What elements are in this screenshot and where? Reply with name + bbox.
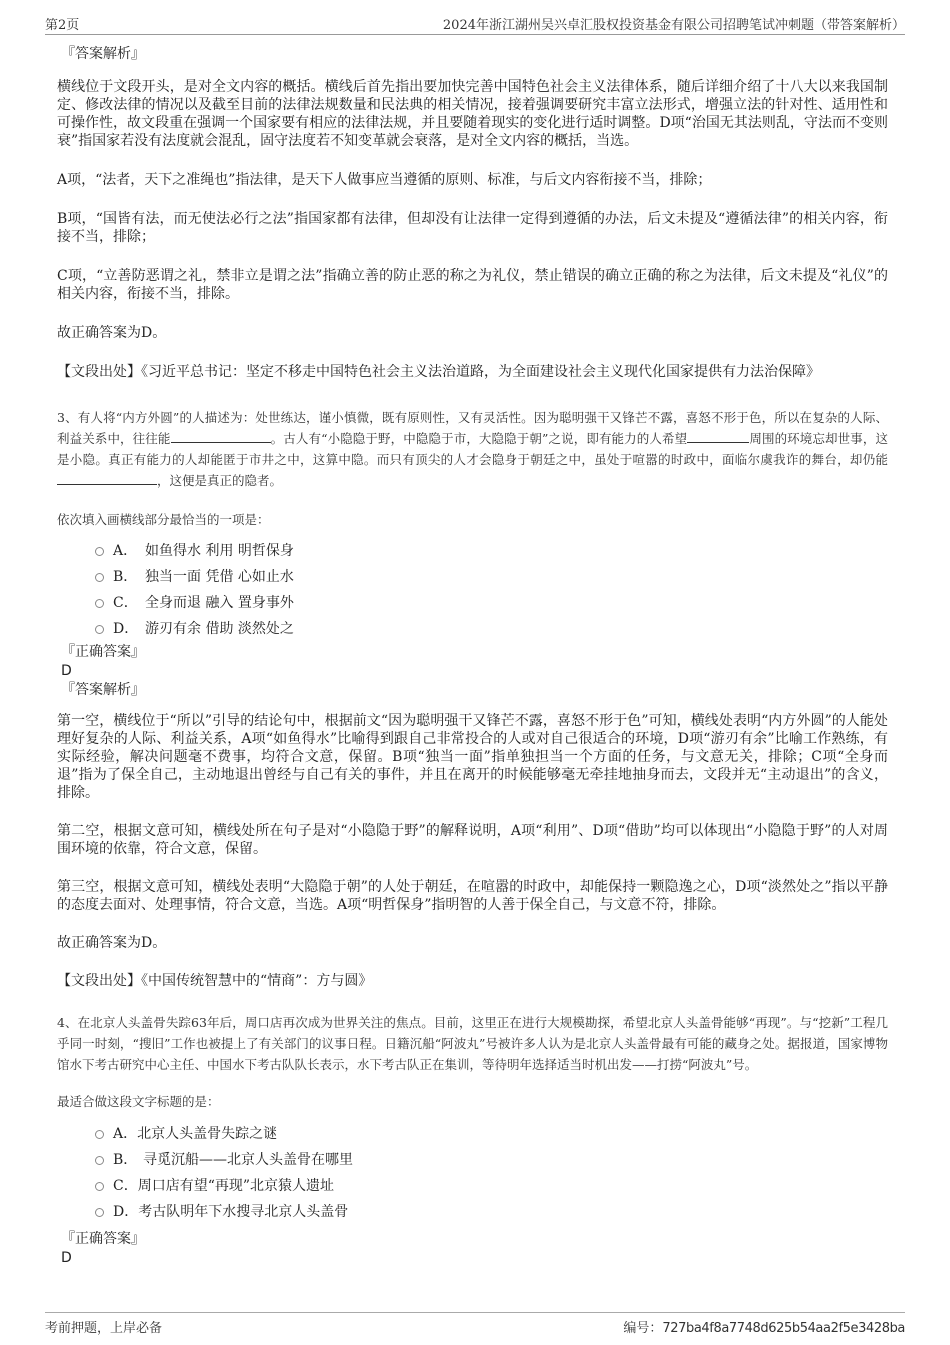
page-number: 第2页 bbox=[45, 18, 80, 33]
q2-analysis-paragraph: B项，“国皆有法，而无使法必行之法”指国家都有法律，但却没有让法律一定得到遵循的办法，后文未提及“遵循法律”的相关内容，衔接不当，排除； bbox=[57, 211, 888, 245]
radio-icon[interactable] bbox=[95, 1130, 104, 1139]
q3-option-a[interactable]: A． 如鱼得水 利用 明哲保身 bbox=[95, 538, 888, 564]
q4-options bbox=[95, 1121, 888, 1225]
fill-blank bbox=[57, 471, 157, 485]
q3-option-c[interactable]: C． 全身而退 融入 置身事外 bbox=[95, 590, 888, 616]
radio-icon[interactable] bbox=[95, 573, 104, 582]
q4-stem: 4、在北京人头盖骨失踪63年后，周口店再次成为世界关注的焦点。目前，这里正在进行大规模勘探，希望北京人头盖骨能够“再现”。与“挖新”工程几乎同一时刻，“搜旧”工作也被提上了有关部门的议事日程。日籍沉船“阿波丸”号被许多人认为是北京人头盖骨最有可能的藏身之处。据报道，国家博物馆水下考古研究中心主任、中国水下考古队队长表示，水下考古队正在集训，等待明年选择适当时机出发——打捞“阿波丸”号。 bbox=[57, 1015, 888, 1072]
q3-source: 【文段出处】《中国传统智慧中的“情商”：方与圆》 bbox=[57, 973, 373, 989]
radio-icon[interactable] bbox=[95, 547, 104, 556]
q2-analysis-label: 『答案解析』 bbox=[61, 46, 145, 62]
main-content bbox=[57, 44, 888, 1267]
q3-analysis-paragraph: 第二空，根据文意可知，横线处所在句子是对“小隐隐于野”的解释说明，A项“利用”、D项“借助”均可以体现出“小隐隐于野”的人对周围环境的依靠，符合文意，保留。 bbox=[57, 823, 888, 857]
q4-option-a[interactable]: A． 北京人头盖骨失踪之谜 bbox=[95, 1121, 888, 1147]
q2-analysis-paragraph: C项，“立善防恶谓之礼，禁非立是谓之法”指确立善的防止恶的称之为礼仪，禁止错误的确立正确的称之为法律，后文未提及“礼仪”的相关内容，衔接不当，排除。 bbox=[57, 268, 888, 302]
footer-slogan: 考前押题，上岸必备 bbox=[45, 1321, 163, 1336]
page-header bbox=[45, 12, 905, 35]
radio-icon[interactable] bbox=[95, 1208, 104, 1217]
q3-option-d[interactable]: D． 游刃有余 借助 淡然处之 bbox=[95, 616, 888, 642]
q3-correct-label: 『正确答案』 bbox=[61, 644, 145, 660]
document-code: 编号：727ba4f8a7748d625b54aa2f5e3428ba bbox=[623, 1321, 905, 1336]
q4-ask: 最适合做这段文字标题的是： bbox=[57, 1094, 220, 1109]
q3-options bbox=[95, 538, 888, 642]
q3-answer-statement: 故正确答案为D。 bbox=[57, 935, 167, 951]
radio-icon[interactable] bbox=[95, 599, 104, 608]
q3-analysis-paragraph: 第一空，横线位于“所以”引导的结论句中，根据前文“因为聪明强干又锋芒不露，喜怒不形于色”可知，横线处表明“内方外圆”的人能处理好复杂的人际、利益关系，A项“如鱼得水”比喻得到跟自己非常投合的人或对自己很适合的环境，D项“游刃有余”比喻工作熟练，有实际经验，解决问题毫不费事，均符合文意，保留。B项“独当一面”指单独担当一个方面的任务，与文意无关，排除；C项“全身而退”指为了保全自己，主动地退出曾经与自己有关的事件，并且在离开的时候能够毫无牵挂地抽身而去，文段并无“主动退出”的含义，排除。 bbox=[57, 713, 888, 801]
q3-option-b[interactable]: B． 独当一面 凭借 心如止水 bbox=[95, 564, 888, 590]
q2-answer-statement: 故正确答案为D。 bbox=[57, 325, 167, 341]
radio-icon[interactable] bbox=[95, 1156, 104, 1165]
q4-option-b[interactable]: B． 寻觅沉船——北京人头盖骨在哪里 bbox=[95, 1147, 888, 1173]
q3-ask: 依次填入画横线部分最恰当的一项是： bbox=[57, 512, 270, 527]
radio-icon[interactable] bbox=[95, 625, 104, 634]
radio-icon[interactable] bbox=[95, 1182, 104, 1191]
fill-blank bbox=[171, 429, 271, 443]
q2-analysis-paragraph: 横线位于文段开头，是对全文内容的概括。横线后首先指出要加快完善中国特色社会主义法律体系，随后详细介绍了十八大以来我国制定、修改法律的情况以及截至目前的法律法规数量和民法典的相关情况，接着强调要研究丰富立法形式，增强立法的针对性、适用性和可操作性，故文段重在强调一个国家要有相应的法律法规，并且要随着现实的变化进行适时调整。D项“治国无其法则乱，守法而不变则衰”指国家若没有法度就会混乱，固守法度若不知变革就会衰落，是对全文内容的概括，当选。 bbox=[57, 79, 888, 149]
q4-option-d[interactable]: D． 考古队明年下水搜寻北京人头盖骨 bbox=[95, 1199, 888, 1225]
q2-source: 【文段出处】《习近平总书记：坚定不移走中国特色社会主义法治道路，为全面建设社会主义现代化国家提供有力法治保障》 bbox=[57, 364, 820, 380]
q2-analysis-paragraph: A项，“法者，天下之准绳也”指法律，是天下人做事应当遵循的原则、标准，与后文内容衔接不当，排除； bbox=[57, 172, 712, 188]
fill-blank bbox=[687, 429, 749, 443]
page-footer bbox=[45, 1312, 905, 1337]
q4-correct-answer: D bbox=[61, 1250, 72, 1266]
q4-option-c[interactable]: C． 周口店有望“再现”北京猿人遗址 bbox=[95, 1173, 888, 1199]
q3-analysis-paragraph: 第三空，根据文意可知，横线处表明“大隐隐于朝”的人处于朝廷，在喧嚣的时政中，却能保持一颗隐逸之心，D项“淡然处之”指以平静的态度去面对、处理事情，符合文意，当选。A项“明哲保身”指明智的人善于保全自己，与文意不符，排除。 bbox=[57, 879, 888, 913]
document-title: 2024年浙江湖州吴兴卓汇股权投资基金有限公司招聘笔试冲刺题（带答案解析） bbox=[442, 18, 905, 33]
q3-correct-answer: D bbox=[61, 663, 72, 679]
q3-stem: 3、有人将“内方外圆”的人描述为：处世练达，谨小慎微，既有原则性，又有灵活性。因为聪明强干又锋芒不露，喜怒不形于色，所以在复杂的人际、利益关系中，往往能 。古人有“小隐隐于野，中隐隐于市，大隐隐于朝”之说，即有能力的人希望 周围的环境忘却世事，这是小隐。真正有能力的人却能匿于市井之中，这算中隐。而只有顶尖的人才会隐身于朝廷之中，虽处于喧嚣的时政中，面临尔虞我诈的舞台，却仍能，这便是真正的隐者。 bbox=[57, 410, 888, 488]
q3-analysis-label: 『答案解析』 bbox=[61, 682, 145, 698]
q4-correct-label: 『正确答案』 bbox=[61, 1231, 145, 1247]
